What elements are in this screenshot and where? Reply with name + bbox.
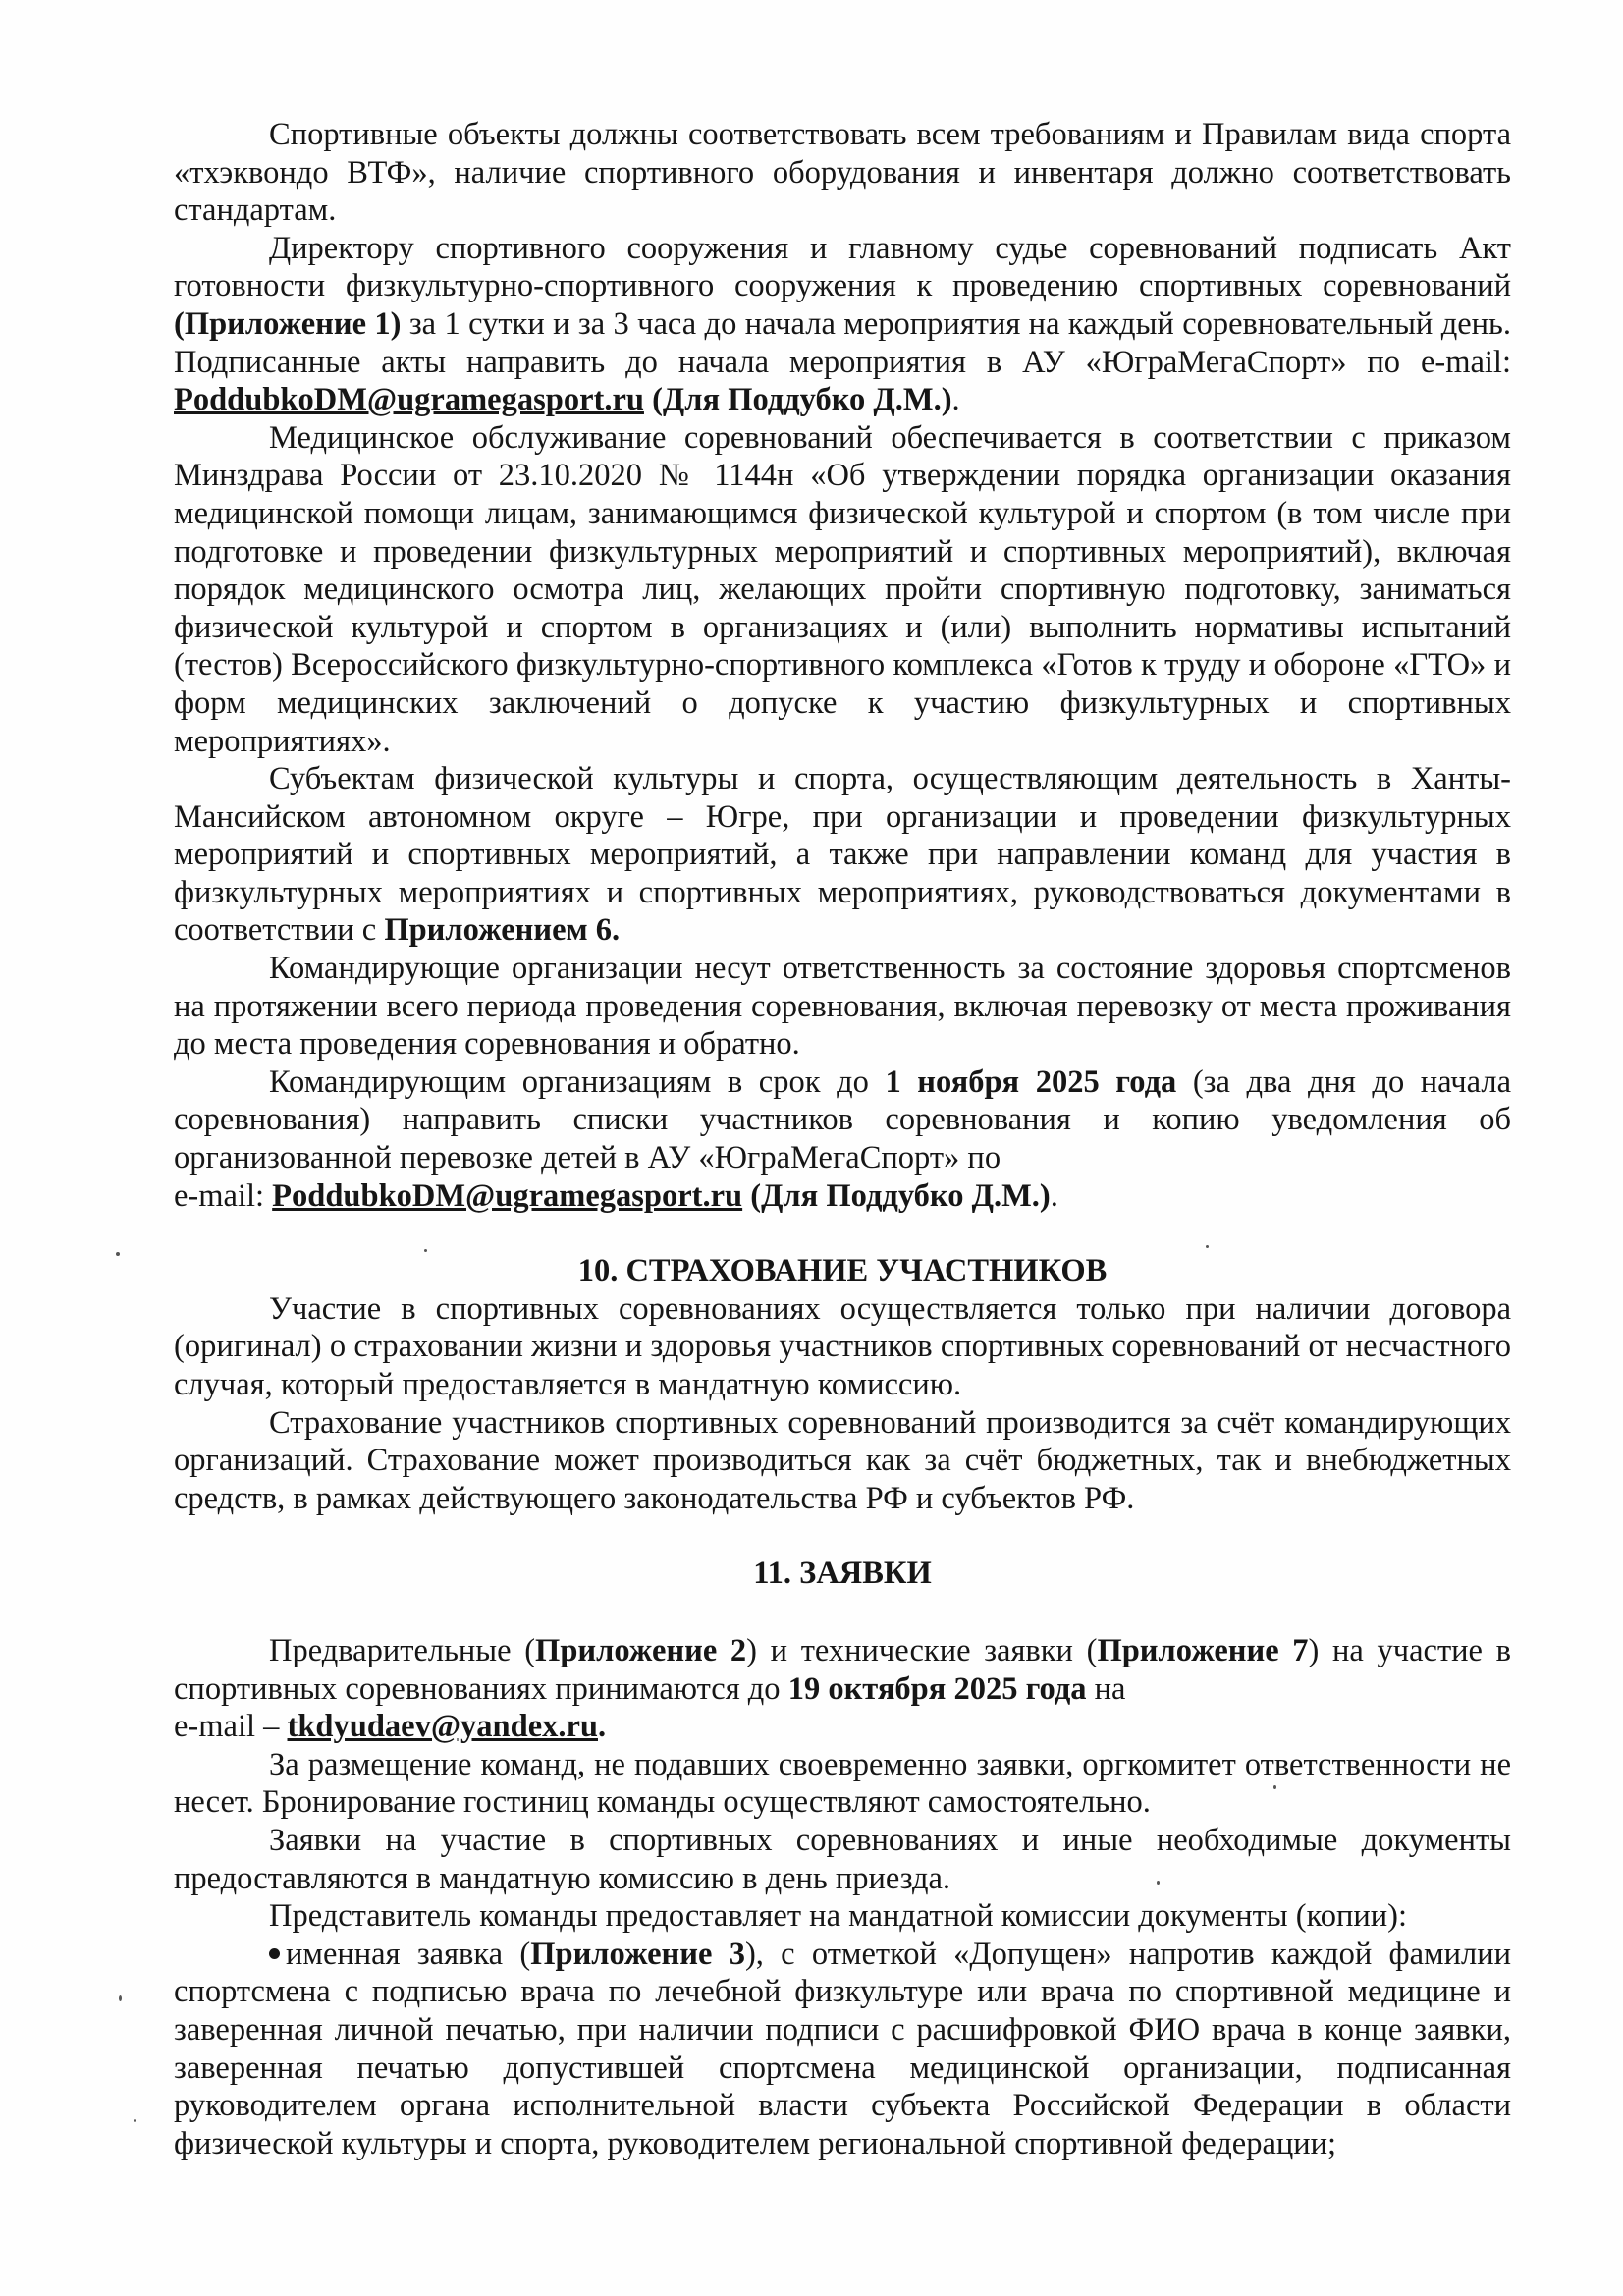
text: . — [1050, 1177, 1058, 1214]
paragraph-mandate-commission: Заявки на участие в спортивных соревнованиях и иные необходимые документы предоставляются в мандатную комиссию в день приезда. — [174, 1822, 1511, 1896]
paragraph-subjects — [174, 760, 1511, 950]
appendix-6-ref: Приложением 6. — [384, 912, 621, 949]
paragraph-late-applications: За размещение команд, не подавших своевременно заявки, оргкомитет ответственности не несет. Бронирование гостиниц команды осуществляют самостоятельно. — [174, 1746, 1511, 1821]
text: . — [598, 1709, 607, 1745]
scan-speck — [134, 2119, 136, 2122]
scan-speck — [424, 1249, 427, 1252]
section-11-heading: 11. ЗАЯВКИ — [753, 1556, 932, 1592]
text: ) и технические заявки ( — [746, 1632, 1098, 1668]
bullet-named-application — [174, 1936, 1511, 2163]
appendix-1-ref: (Приложение 1) — [174, 305, 402, 342]
scan-speck — [116, 1252, 120, 1256]
document-body — [174, 116, 1511, 2162]
email-link[interactable]: PoddubkoDM@ugramegasport.ru — [272, 1177, 743, 1214]
paragraph-insurance-funding: Страхование участников спортивных соревнований производится за счёт командирующих организаций. Страхование может производиться как за счёт бюджетных, так и внебюджетных средств, в рамках действующего законодательства РФ и субъектов РФ. — [174, 1404, 1511, 1516]
deadline-date: 19 октября 2025 года — [787, 1670, 1087, 1707]
paragraph-send-lists-email — [174, 1177, 1511, 1216]
text: ), с отметкой «Допущен» напротив каждой фамилии спортсмена с подписью врача по лечебной физкультуре или врача по спортивной медицине и заверенная личной печатью, при наличии подписи с расшифровкой ФИО врача в конце заявки, заверенная печатью допустившей спортсмена медицинской организации, подписанная руководителем органа исполнительной власти субъекта Российской Федерации в области физической культуры и спорта, руководителем региональной спортивной федерации; — [174, 1936, 1512, 2161]
text: на — [1086, 1670, 1126, 1707]
bullet-icon — [269, 1948, 280, 1959]
paragraph-applications-deadline — [174, 1632, 1511, 1708]
text: . — [951, 382, 960, 418]
scan-speck — [1273, 1785, 1276, 1789]
paragraph-readiness-act — [174, 230, 1511, 419]
text: именная заявка ( — [286, 1936, 531, 1972]
paragraph-medical-service: Медицинское обслуживание соревнований обеспечивается в соответствии с приказом Минздрава России от 23.10.2020 № 1144н «Об утверждении порядка организации оказания медицинской помощи лицам, занимающимся физической культурой и спортом (в том числе при подготовке и проведении физкультурных мероприятий и спортивных мероприятий), включая порядок медицинского осмотра лиц, желающих пройти спортивную подготовку, заниматься физической культурой и спортом в организациях и (или) выполнить нормативы испытаний (тестов) Всероссийского физкультурно-спортивного комплекса «Готов к труду и обороне «ГТО» и форм медицинских заключений о допуске к участию физкультурных и спортивных мероприятиях». — [174, 419, 1511, 759]
text: Директору спортивного сооружения и главному судье соревнований подписать Акт готовности физкультурно-спортивного сооружения к проведению спортивных соревнований — [174, 230, 1511, 304]
scan-speck — [119, 1995, 122, 2001]
email-link[interactable]: tkdyudaev@yandex.ru — [287, 1709, 598, 1745]
section-10-heading: 10. СТРАХОВАНИЕ УЧАСТНИКОВ — [577, 1253, 1108, 1289]
text: за 1 сутки и за 3 часа до начала мероприятия на каждый соревновательный день. Подписанные акты направить до начала мероприятия в АУ «ЮграМегаСпорт» по e-mail: — [174, 305, 1511, 380]
paragraph-applications-email — [174, 1708, 1511, 1746]
email-link[interactable]: PoddubkoDM@ugramegasport.ru — [174, 382, 644, 418]
text: (за два дня до начала соревнования) направить списки участников соревнования и копию уведомления об организованной перевозке детей в АУ «ЮграМегаСпорт» по — [174, 1064, 1511, 1176]
scan-speck — [1206, 1245, 1209, 1248]
text: ) на участие в спортивных соревнованиях принимаются до — [174, 1632, 1511, 1707]
paragraph-team-representative: Представитель команды предоставляет на мандатной комиссии документы (копии): — [269, 1898, 1407, 1935]
appendix-7-ref: Приложение 7 — [1097, 1632, 1309, 1668]
text: e-mail – — [174, 1709, 288, 1745]
paragraph-insurance-contract: Участие в спортивных соревнованиях осуществляется только при наличии договора (оригинал) о страховании жизни и здоровья участников спортивных соревнований от несчастного случая, который предоставляется в мандатную комиссию. — [174, 1290, 1511, 1402]
paragraph-send-lists — [174, 1064, 1511, 1177]
paragraph-responsibility: Командирующие организации несут ответственность за состояние здоровья спортсменов на протяжении всего периода проведения соревнования, включая перевозку от места проживания до места проведения соревнования и обратно. — [174, 951, 1511, 1063]
recipient-note: (Для Поддубко Д.М.) — [643, 382, 952, 418]
text: Предварительные ( — [269, 1632, 536, 1668]
deadline-date: 1 ноября 2025 года — [885, 1064, 1177, 1100]
scan-speck — [1157, 1881, 1160, 1885]
paragraph-sport-facilities: Спортивные объекты должны соответствовать всем требованиям и Правилам вида спорта «тхэквондо ВТФ», наличие спортивного оборудования и инвентаря должно соответствовать стандартам. — [174, 117, 1511, 229]
appendix-3-ref: Приложение 3 — [530, 1936, 745, 1972]
text: e-mail: — [174, 1177, 273, 1214]
recipient-note: (Для Поддубко Д.М.) — [742, 1177, 1051, 1214]
text: Субъектам физической культуры и спорта, осуществляющим деятельность в Ханты-Мансийском автономном округе – Югре, при организации и проведении физкультурных мероприятий и спортивных мероприятий, а также при направлении команд для участия в физкультурных мероприятиях и спортивных мероприятиях, руководствоваться документами в соответствии с — [174, 761, 1511, 949]
appendix-2-ref: Приложение 2 — [535, 1632, 747, 1668]
text: Командирующим организациям в срок до — [269, 1064, 886, 1100]
